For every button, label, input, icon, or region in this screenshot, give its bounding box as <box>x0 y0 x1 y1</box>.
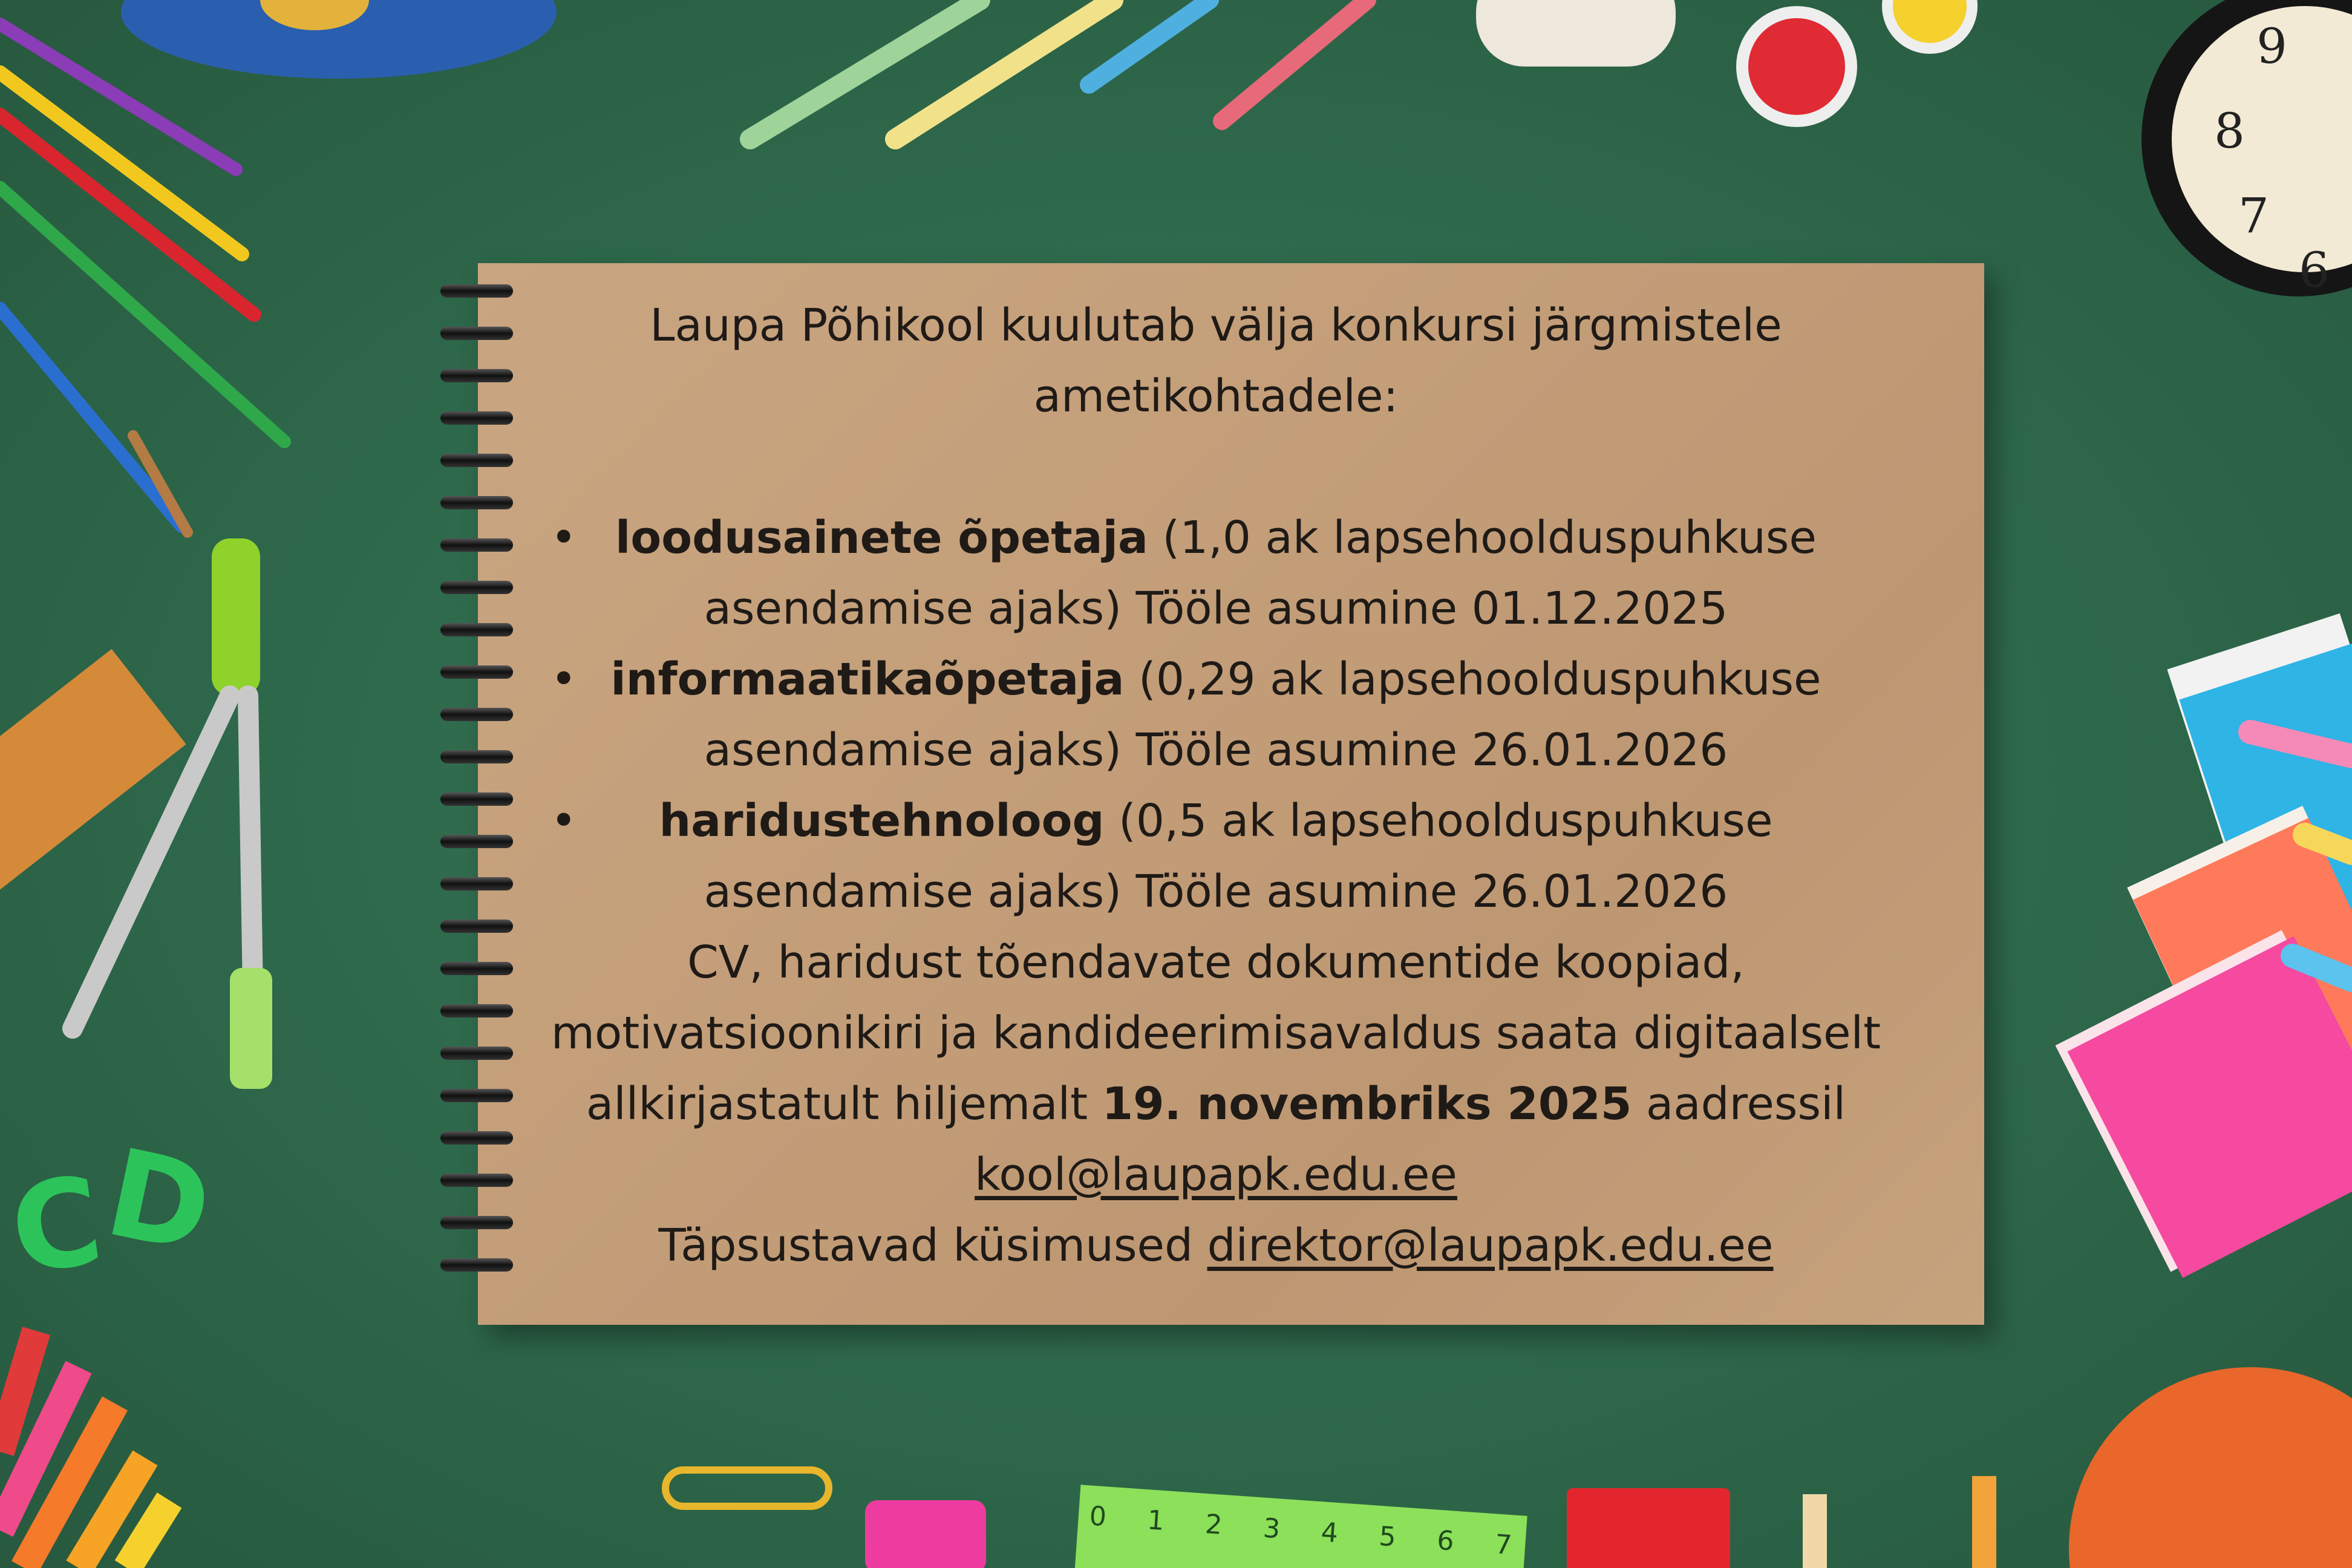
deadline-suffix: aadressil <box>1632 1078 1846 1130</box>
spiral-coil <box>440 454 513 467</box>
spiral-coil <box>440 1047 513 1060</box>
spiral-coil <box>440 962 513 975</box>
lego-brick <box>1567 1488 1730 1568</box>
spiral-coil <box>440 411 513 425</box>
spiral-coil <box>440 1258 513 1272</box>
spiral-coil <box>440 708 513 721</box>
spiral-coil <box>440 1131 513 1145</box>
letter-c-magnet: C <box>2 1149 111 1302</box>
deadline-line <box>532 1069 1900 1140</box>
spiral-coil <box>440 750 513 763</box>
position-line <box>532 644 1900 715</box>
ruler-number: 7 <box>1494 1529 1513 1561</box>
intro-line-2: ametikohtadele: <box>1033 370 1399 422</box>
wooden-ruler <box>0 649 186 916</box>
intro-line-1: Laupa Põhikool kuulutab välja konkursi järgmistele <box>650 299 1782 351</box>
position-title: haridustehnoloog <box>659 795 1105 847</box>
position-detail: (0,29 ak lapsehoolduspuhkuse <box>1124 653 1821 705</box>
spiral-coil <box>440 369 513 382</box>
spiral-coil <box>440 920 513 933</box>
pink-clip <box>865 1500 986 1568</box>
compass <box>73 538 272 1089</box>
spiral-coil <box>440 284 513 298</box>
questions-label: Täpsustavad küsimused <box>658 1220 1207 1272</box>
spiral-coil <box>440 496 513 509</box>
position-item <box>532 503 1900 644</box>
spiral-coil <box>440 538 513 552</box>
apple <box>2069 1367 2352 1568</box>
position-title: informaatikaõpetaja <box>610 653 1125 705</box>
apply-email-line <box>532 1140 1900 1210</box>
position-start: asendamise ajaks) Tööle asumine 01.12.2025 <box>704 583 1728 635</box>
ruler-number: 3 <box>1262 1512 1281 1545</box>
bullet-icon: • <box>550 795 577 847</box>
position-start: asendamise ajaks) Tööle asumine 26.01.2026 <box>704 866 1728 918</box>
notebooks-right <box>2056 613 2352 1278</box>
pencils-bottom-right <box>1815 1476 1984 1568</box>
clock-number-9: 9 <box>2256 18 2287 74</box>
paint-brushes <box>0 24 284 532</box>
position-title: loodusainete õpetaja <box>615 512 1148 564</box>
spiral-coil <box>440 877 513 890</box>
job-announcement <box>532 290 1900 1281</box>
spiral-coil <box>440 665 513 679</box>
colored-pencils-bottom-left <box>0 1331 169 1568</box>
position-start: asendamise ajaks) Tööle asumine 26.01.2026 <box>704 724 1728 776</box>
deadline-date: 19. novembriks 2025 <box>1102 1078 1632 1130</box>
documents-line-2: motivatsioonikiri ja kandideerimisavaldus saata digitaalselt <box>550 1007 1881 1059</box>
position-detail: (1,0 ak lapsehoolduspuhkuse <box>1148 512 1817 564</box>
pencils-top <box>750 0 1367 139</box>
clock-number-7: 7 <box>2238 188 2269 244</box>
deadline-prefix: allkirjastatult hiljemalt <box>586 1078 1102 1130</box>
letter-d-magnet: D <box>95 1122 223 1281</box>
bullet-icon: • <box>550 512 577 564</box>
paper-clip <box>665 1470 829 1506</box>
spiral-coil <box>440 835 513 848</box>
clock-number-6: 6 <box>2299 242 2330 298</box>
position-line <box>532 786 1900 857</box>
apply-email-link[interactable]: kool@laupapk.edu.ee <box>975 1149 1457 1201</box>
paint-pot-red <box>1742 12 1851 121</box>
spiral-coil <box>440 792 513 806</box>
position-item <box>532 644 1900 786</box>
spiral-coil <box>440 1089 513 1102</box>
ruler-number: 1 <box>1146 1504 1166 1537</box>
spiral-coil <box>440 581 513 594</box>
position-line <box>532 503 1900 573</box>
position-detail: (0,5 ak lapsehoolduspuhkuse <box>1104 795 1773 847</box>
spiral-coil <box>440 1174 513 1187</box>
clock-number-8: 8 <box>2214 103 2245 159</box>
spiral-coil <box>440 1004 513 1018</box>
spiral-coil <box>440 327 513 340</box>
bullet-icon: • <box>550 653 577 705</box>
spiral-coil <box>440 1216 513 1229</box>
ruler-number: 6 <box>1436 1524 1455 1557</box>
ruler-number: 4 <box>1320 1517 1339 1549</box>
notebook-spiral-binding <box>440 284 513 1313</box>
documents-line-1: CV, haridust tõendavate dokumentide koopiad, <box>687 936 1745 988</box>
director-email-link[interactable]: direktor@laupapk.edu.ee <box>1207 1220 1774 1272</box>
spiral-coil <box>440 623 513 636</box>
spacer <box>532 432 1900 503</box>
ruler-number: 0 <box>1088 1500 1108 1533</box>
position-item <box>532 786 1900 927</box>
eraser <box>1476 0 1676 67</box>
ruler-number: 2 <box>1204 1509 1224 1541</box>
paint-pot-yellow <box>1887 0 1972 48</box>
ruler-number: 5 <box>1377 1521 1397 1553</box>
questions-line <box>532 1210 1900 1281</box>
